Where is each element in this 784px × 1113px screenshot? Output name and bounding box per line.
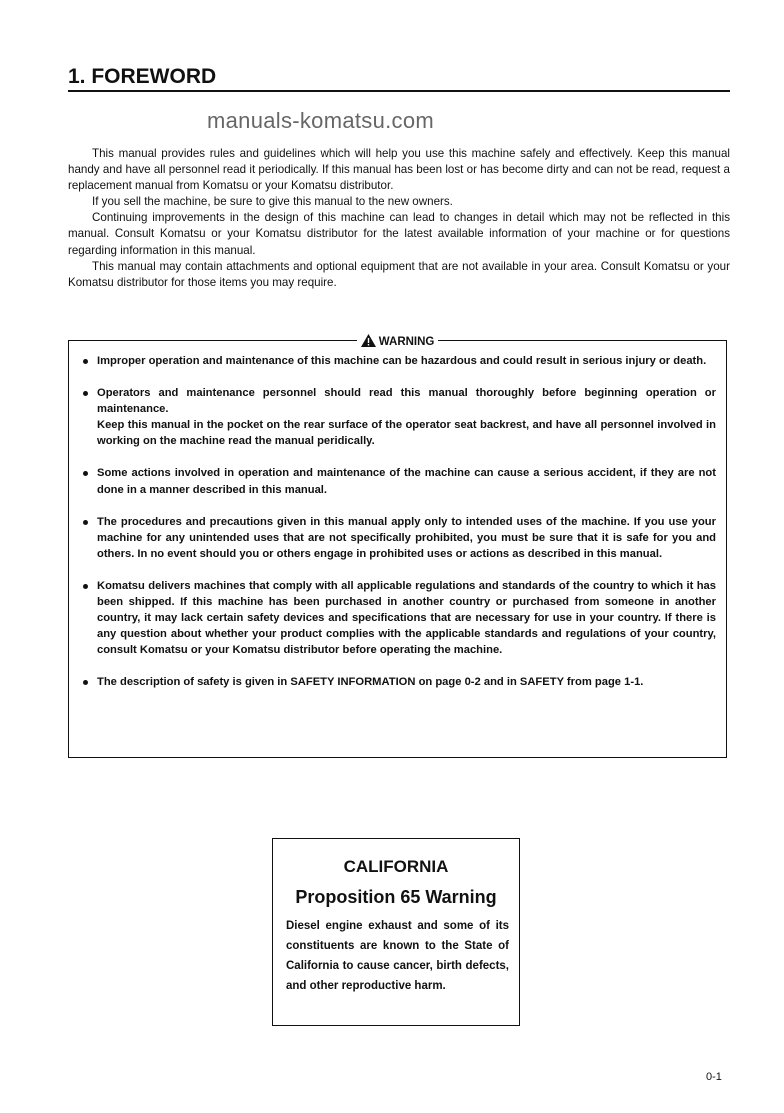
item-text: Operators and maintenance personnel should read this manual thoroughly before beginning operation or maintenance. xyxy=(97,387,716,416)
warning-header xyxy=(69,332,726,350)
bullet-icon xyxy=(83,520,88,525)
paragraph: This manual provides rules and guidelines which will help you use this machine safely and effectively. Keep this manual handy and have all personnel read it periodically. If this manual has been lost or has become dirty and can not be read, request a replacement manual from Komatsu or your Komatsu distributor. xyxy=(68,147,730,193)
bullet-icon xyxy=(83,680,88,685)
prop65-heading: Proposition 65 Warning xyxy=(295,887,497,907)
bullet-icon xyxy=(83,471,88,476)
foreword-text xyxy=(68,146,730,291)
page-title: 1. FOREWORD xyxy=(68,64,730,92)
california-heading: CALIFORNIA xyxy=(343,857,449,876)
california-prop65-box xyxy=(272,838,520,1026)
item-text: Komatsu delivers machines that comply with all applicable regulations and standards of the country to which it has been shipped. If this machine has been purchased in another country or purchased from someone in another country, it may lack certain safety devices and specifications that are necessary for use in your country. If there is any question about whether your product complies with the applicable standards and regulations of your country, consult Komatsu or your Komatsu distributor before operating the machine. xyxy=(97,579,716,657)
warning-box xyxy=(68,336,727,758)
item-text: Keep this manual in the pocket on the rear surface of the operator seat backrest, and have all personnel involved in working on the machine read the manual peridically. xyxy=(97,419,716,448)
bullet-icon xyxy=(83,584,88,589)
warning-item xyxy=(81,514,716,562)
warning-item xyxy=(81,353,716,369)
warning-label: WARNING xyxy=(378,336,435,348)
warning-item xyxy=(81,465,716,497)
page-number: 0-1 xyxy=(706,1071,722,1083)
paragraph: This manual may contain attachments and optional equipment that are not available in your area. Consult Komatsu or your Komatsu distributor for those items you may require. xyxy=(68,259,730,289)
warning-triangle-icon xyxy=(361,334,376,347)
paragraph: Continuing improvements in the design of this machine can lead to changes in detail which may not be reflected in this manual. Consult Komatsu or your Komatsu distributor for the latest available information of your machine or for questions regarding information in this manual. xyxy=(68,211,730,257)
watermark: manuals-komatsu.com xyxy=(207,108,434,133)
item-text: Some actions involved in operation and maintenance of the machine can cause a serious accident, if they are not done in a manner described in this manual. xyxy=(97,467,716,496)
warning-item xyxy=(81,578,716,658)
paragraph: If you sell the machine, be sure to give this manual to the new owners. xyxy=(92,195,453,209)
item-text: The description of safety is given in SAFETY INFORMATION on page 0-2 and in SAFETY from page 1-1. xyxy=(97,676,644,689)
bullet-icon xyxy=(83,359,88,364)
warning-item xyxy=(81,674,716,690)
prop65-text: Diesel engine exhaust and some of its constituents are known to the State of California to cause cancer, birth defects, and other reproductive harm. xyxy=(286,920,509,992)
bullet-icon xyxy=(83,391,88,396)
item-text: Improper operation and maintenance of this machine can be hazardous and could result in serious injury or death. xyxy=(97,355,707,367)
item-text: The procedures and precautions given in this manual apply only to intended uses of the machine. If you use your machine for any unintended uses that are not specifically prohibited, you must be sure that it is safe for you and others. In no event should you or others engage in prohibited uses or actions as described in this manual. xyxy=(97,515,716,560)
warning-item xyxy=(81,385,716,449)
